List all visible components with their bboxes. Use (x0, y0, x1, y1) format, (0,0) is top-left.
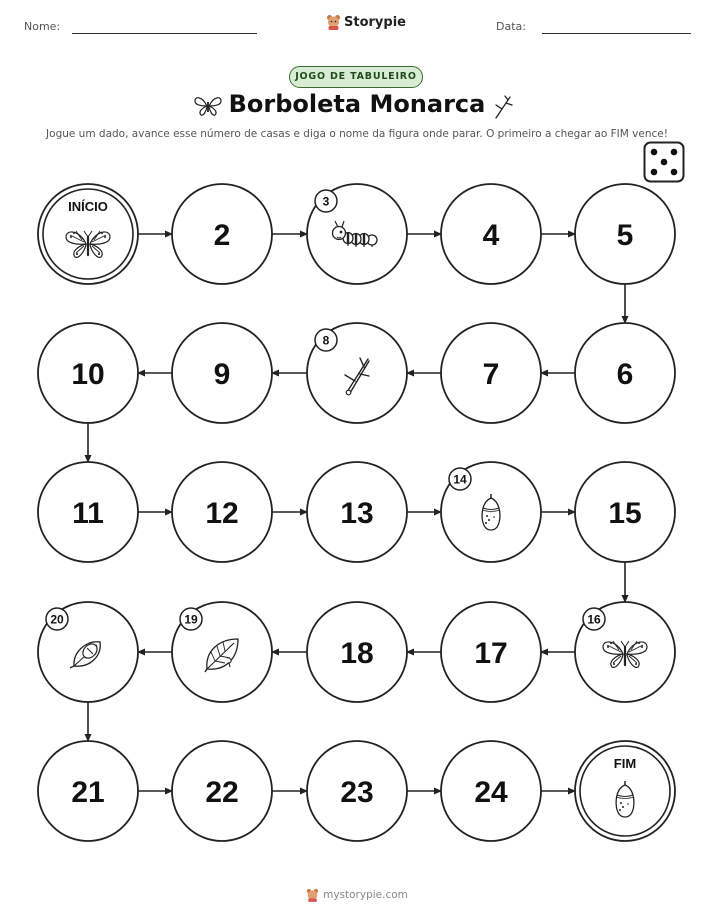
board-square-22[interactable] (172, 741, 272, 841)
board-square-20[interactable] (38, 602, 138, 702)
board-square-17[interactable] (441, 602, 541, 702)
square-number: 13 (340, 497, 374, 530)
square-number: 5 (616, 219, 634, 252)
instructions: Jogue um dado, avance esse número de casas e diga o nome da figura onde parar. O primeiro a chegar ao FIM vence! (46, 128, 668, 140)
finish-square[interactable] (575, 741, 675, 841)
square-number: 10 (71, 358, 105, 391)
board-square-18[interactable] (307, 602, 407, 702)
square-number: 7 (482, 358, 500, 391)
game-type-badge: JOGO DE TABULEIRO (289, 66, 423, 88)
name-label: Nome: (24, 20, 61, 33)
finish-label: FIM (613, 756, 637, 771)
footer-url: mystorypie.com (323, 889, 408, 901)
date-label: Data: (496, 20, 526, 33)
square-number: 22 (205, 776, 239, 809)
square-number: 17 (474, 637, 508, 670)
start-label: INÍCIO (68, 199, 108, 214)
board-square-8[interactable] (307, 323, 407, 423)
board-square-7[interactable] (441, 323, 541, 423)
square-number: 9 (213, 358, 231, 391)
square-number: 4 (482, 219, 500, 252)
start-square[interactable] (38, 184, 138, 284)
board-square-2[interactable] (172, 184, 272, 284)
footer (0, 888, 714, 905)
square-number: 21 (71, 776, 105, 809)
square-number: 12 (205, 497, 239, 530)
board-square-3[interactable] (307, 184, 407, 284)
board-square-13[interactable] (307, 462, 407, 562)
square-number: 16 (587, 612, 601, 627)
page-title: Borboleta Monarca (228, 90, 486, 118)
square-number: 2 (213, 219, 231, 252)
square-number: 24 (474, 776, 508, 809)
board-square-12[interactable] (172, 462, 272, 562)
board-square-9[interactable] (172, 323, 272, 423)
board-square-10[interactable] (38, 323, 138, 423)
board-square-21[interactable] (38, 741, 138, 841)
square-number: 23 (340, 776, 374, 809)
square-number: 15 (608, 497, 642, 530)
square-number: 8 (322, 333, 330, 348)
board-square-23[interactable] (307, 741, 407, 841)
board-square-4[interactable] (441, 184, 541, 284)
square-number: 11 (72, 497, 104, 530)
bear-logo-icon (306, 888, 319, 902)
board-square-5[interactable] (575, 184, 675, 284)
board-square-19[interactable] (172, 602, 272, 702)
board-square-6[interactable] (575, 323, 675, 423)
board-square-16[interactable] (575, 602, 675, 702)
board-square-11[interactable] (38, 462, 138, 562)
brand-name: Storypie (344, 14, 406, 30)
square-number: 14 (453, 472, 467, 487)
square-number: 19 (184, 612, 198, 627)
square-number: 20 (50, 612, 64, 627)
square-number: 3 (322, 194, 330, 209)
board-square-15[interactable] (575, 462, 675, 562)
square-number: 18 (340, 637, 374, 670)
board-square-14[interactable] (441, 462, 541, 562)
board-square-24[interactable] (441, 741, 541, 841)
square-number: 6 (616, 358, 634, 391)
